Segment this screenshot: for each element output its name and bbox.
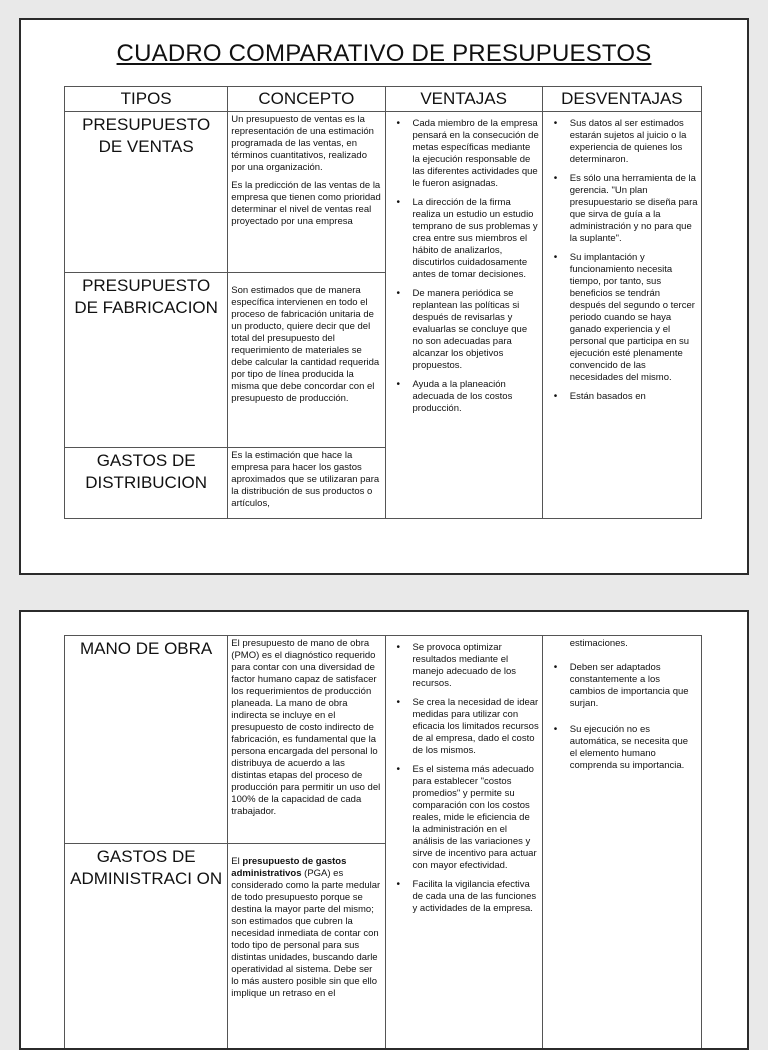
concepto-cell (228, 112, 385, 273)
desventajas-continuation: estimaciones. (569, 638, 628, 649)
tipo-gastos-distribucion: GASTOS DE DISTRIBUCION (65, 448, 228, 519)
header-tipos: TIPOS (65, 87, 228, 112)
list-item: • Deben ser adaptados constantemente a los cambios de importancia que surjan. (546, 662, 698, 710)
document-title: CUADRO COMPARATIVO DE PRESUPUESTOS (116, 40, 652, 67)
list-item: • Es el sistema más adecuado para establecer "costos promedios" y permite su comparación con los costos reales, mide le eficiencia de la administración en el análisis de las variaciones y sirve de incentivo para actuar con mayor efectividad. (389, 764, 539, 872)
concepto-text: El (231, 856, 243, 867)
concepto-cell (228, 844, 385, 1049)
ventajas-list (389, 118, 539, 415)
concepto-bold-text: presupuesto de gastos administrativos (231, 856, 347, 879)
header-desventajas: DESVENTAJAS (542, 87, 701, 112)
document-page-2 (19, 610, 749, 1050)
list-item: • Su implantación y funcionamiento necesita tiempo, por tanto, sus beneficios se tendrán después del segundo o tercer periodo cuando se haya ganado experiencia y el personal que participa en su ejecución esté plenamente convencido de las necesidades del mismo. (546, 252, 698, 384)
comparison-table-continued (64, 635, 702, 1049)
list-item: • Se crea la necesidad de idear medidas para utilizar con eficacia los limitados recursos de al empresa, dado el costo de los mismos. (389, 697, 539, 757)
desventajas-list (546, 662, 698, 772)
desventajas-list (546, 118, 698, 403)
tipo-presupuesto-fabricacion: PRESUPUESTO DE FABRICACION (65, 273, 228, 448)
concepto-text: (PGA) es considerado como la parte medular de todo presupuesto porque se destina la mayor parte del mismo; son estimados que cubren la necesidad inmediata de contar con todo tipo de personal para sus distintas unidades, buscando darle operatividad al sistema. Debe ser lo más austero posible sin que ello implique un retraso en el (231, 868, 381, 999)
tipo-gastos-administracion: GASTOS DE ADMINISTRACI ON (65, 844, 228, 1049)
list-item: • Sus datos al ser estimados estarán sujetos al juicio o la experiencia de quienes los determinaron. (546, 118, 698, 166)
desventajas-cell (542, 112, 701, 519)
ventajas-cell (385, 112, 542, 519)
list-item: • Están basados en (546, 391, 698, 403)
tipo-presupuesto-ventas: PRESUPUESTO DE VENTAS (65, 112, 228, 273)
table-row (65, 636, 702, 844)
header-ventajas: VENTAJAS (385, 87, 542, 112)
list-item: • Es sólo una herramienta de la gerencia. "Un plan presupuestario se diseña para que sirva de guía a la administración y no para que la suplante". (546, 173, 698, 245)
list-item: • La dirección de la firma realiza un estudio un estudio temprano de sus problemas y crea entre sus miembros el hábito de analizarlos, discutirlos cuidadosamente antes de tomar decisiones. (389, 197, 539, 281)
concepto-cell: El presupuesto de mano de obra (PMO) es el diagnóstico requerido para contar con una diversidad de factor humano capaz de satisfacer los requerimientos de producción planeada. La mano de obra indirecta se incluye en el presupuesto de costo indirecto de fabricación, es fundamental que la persona encargada del personal lo distribuya de acuerdo a las distintas etapas del proceso de producción para permitir un uso del 100% de la capacidad de cada trabajador. (228, 636, 385, 844)
concepto-paragraph: Es la predicción de las ventas de la empresa que tienen como prioridad determinar el nivel de ventas real proyectado por una empresa (231, 180, 381, 227)
table-header-row (65, 87, 702, 112)
concepto-cell (228, 448, 385, 519)
desventajas-cell (542, 636, 701, 1049)
list-item: • Se provoca optimizar resultados mediante el manejo adecuado de los recursos. (389, 642, 539, 690)
document-page-1 (19, 18, 749, 575)
concepto-paragraph: Son estimados que de manera específica intervienen en todo el proceso de fabricación unitaria de un producto, quiere decir que del total del presupuesto del requerimiento de materiales se debe calcular la cantidad requerida por tipo de línea producida la misma que debe concordar con el presupuesto de producción. (231, 285, 380, 404)
table-row (65, 112, 702, 273)
ventajas-list (389, 642, 539, 915)
list-item: • Cada miembro de la empresa pensará en la consecución de metas específicas mediante la ejecución responsable de las diferentes actividades que le fueron asignadas. (389, 118, 539, 190)
ventajas-cell (385, 636, 542, 1049)
concepto-paragraph: Un presupuesto de ventas es la representación de una estimación programada de las ventas, en términos cuantitativos, realizado por una organización. (231, 114, 374, 173)
list-item: • Ayuda a la planeación adecuada de los costos producción. (389, 379, 539, 415)
header-concepto: CONCEPTO (228, 87, 385, 112)
comparison-table (64, 86, 702, 519)
concepto-paragraph: Es la estimación que hace la empresa para hacer los gastos aproximados que se utilizaran para la distribución de sus productos o artículos, (231, 450, 380, 509)
list-item: • De manera periódica se replantean las políticas si después de revisarlas y evaluarlas se concluye que no son adecuadas para alcanzar los objetivos propuestos. (389, 288, 539, 372)
tipo-mano-de-obra: MANO DE OBRA (65, 636, 228, 844)
concepto-cell (228, 273, 385, 448)
list-item: • Su ejecución no es automática, se necesita que el elemento humano comprenda su importancia. (546, 724, 698, 772)
list-item: • Facilita la vigilancia efectiva de cada una de las funciones y actividades de la empresa. (389, 879, 539, 915)
